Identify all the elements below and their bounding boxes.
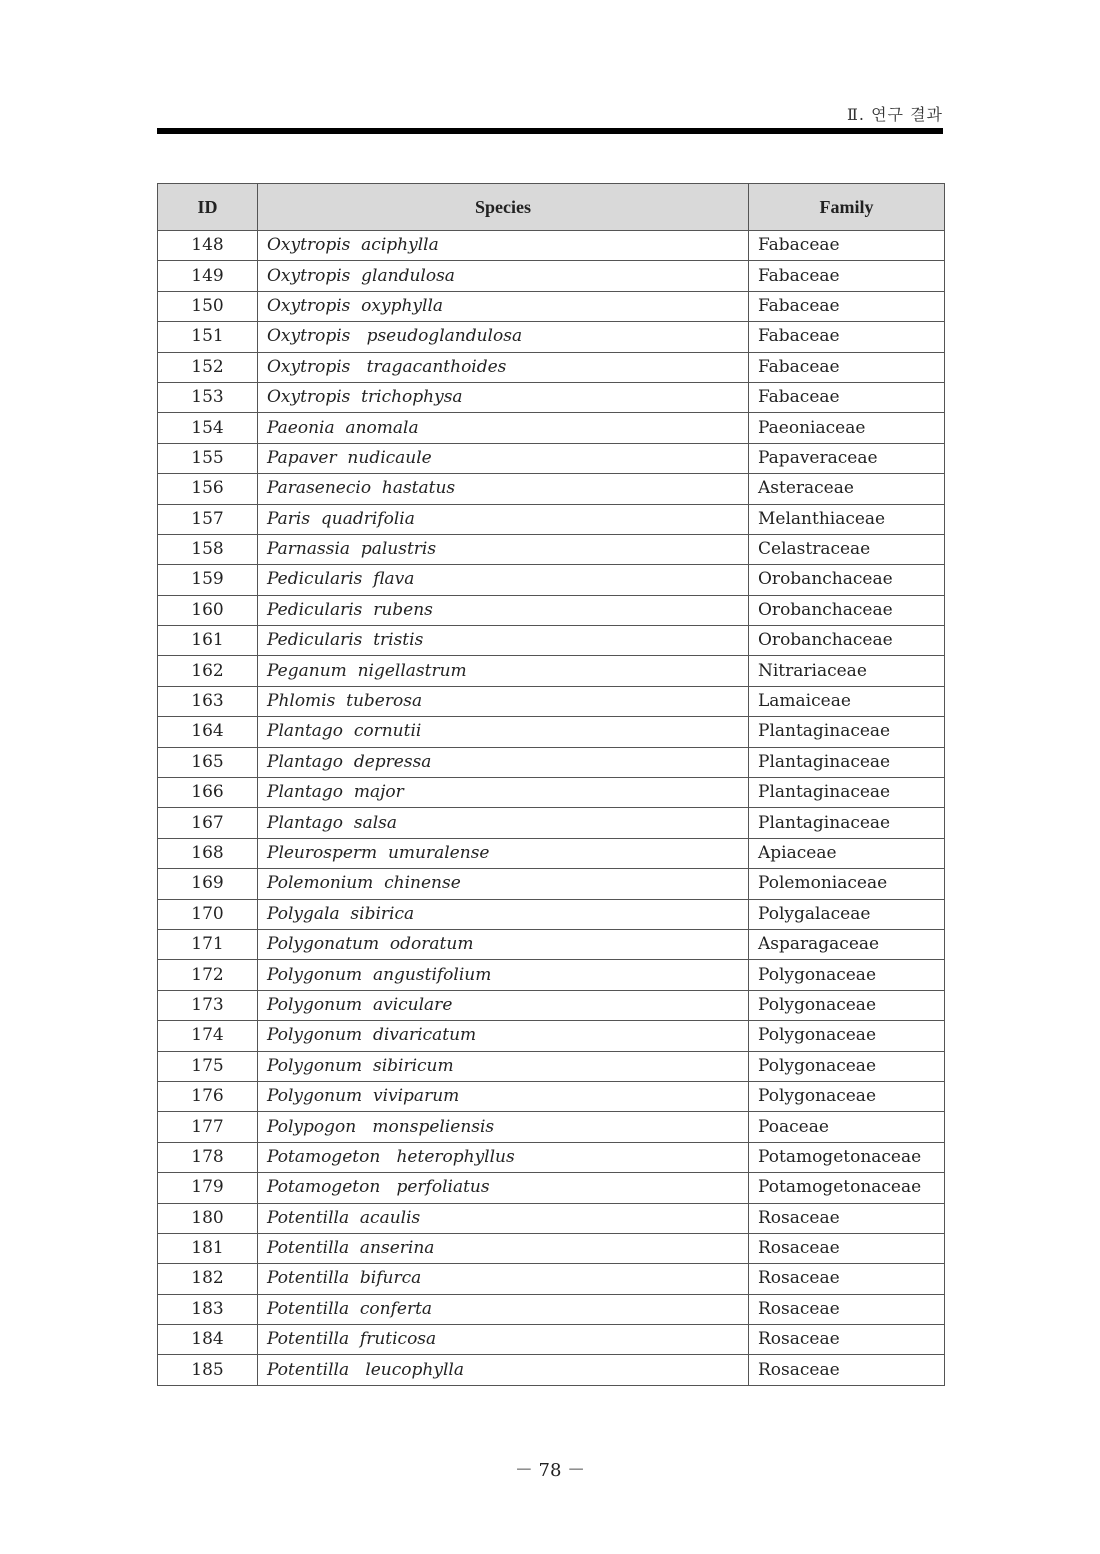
table-row bbox=[158, 1233, 945, 1263]
cell-species: Potamogeton perfoliatus bbox=[258, 1173, 749, 1203]
cell-id: 162 bbox=[158, 656, 258, 686]
table-row bbox=[158, 1264, 945, 1294]
cell-id: 167 bbox=[158, 808, 258, 838]
cell-family: Polygonaceae bbox=[749, 1021, 945, 1051]
cell-species: Parnassia palustris bbox=[258, 534, 749, 564]
cell-id: 157 bbox=[158, 504, 258, 534]
cell-species: Polypogon monspeliensis bbox=[258, 1112, 749, 1142]
cell-id: 166 bbox=[158, 778, 258, 808]
table-row bbox=[158, 869, 945, 899]
table-row bbox=[158, 443, 945, 473]
cell-family: Fabaceae bbox=[749, 322, 945, 352]
cell-family: Lamaiceae bbox=[749, 686, 945, 716]
cell-species: Paris quadrifolia bbox=[258, 504, 749, 534]
cell-species: Pedicularis tristis bbox=[258, 626, 749, 656]
cell-species: Oxytropis pseudoglandulosa bbox=[258, 322, 749, 352]
cell-id: 161 bbox=[158, 626, 258, 656]
cell-family: Fabaceae bbox=[749, 261, 945, 291]
cell-species: Potentilla conferta bbox=[258, 1294, 749, 1324]
cell-id: 177 bbox=[158, 1112, 258, 1142]
cell-family: Polygalaceae bbox=[749, 899, 945, 929]
cell-species: Polygonum aviculare bbox=[258, 990, 749, 1020]
table-row bbox=[158, 1021, 945, 1051]
table-row bbox=[158, 929, 945, 959]
cell-family: Fabaceae bbox=[749, 291, 945, 321]
table-row bbox=[158, 382, 945, 412]
cell-id: 151 bbox=[158, 322, 258, 352]
cell-family: Rosaceae bbox=[749, 1203, 945, 1233]
cell-id: 183 bbox=[158, 1294, 258, 1324]
table-row bbox=[158, 1081, 945, 1111]
cell-species: Plantago salsa bbox=[258, 808, 749, 838]
cell-family: Fabaceae bbox=[749, 382, 945, 412]
cell-family: Rosaceae bbox=[749, 1264, 945, 1294]
cell-species: Polygala sibirica bbox=[258, 899, 749, 929]
cell-id: 156 bbox=[158, 474, 258, 504]
cell-species: Polygonum sibiricum bbox=[258, 1051, 749, 1081]
table-row bbox=[158, 1203, 945, 1233]
table-row bbox=[158, 595, 945, 625]
cell-id: 159 bbox=[158, 565, 258, 595]
cell-family: Poaceae bbox=[749, 1112, 945, 1142]
cell-family: Paeoniaceae bbox=[749, 413, 945, 443]
cell-family: Fabaceae bbox=[749, 231, 945, 261]
table-row bbox=[158, 1112, 945, 1142]
cell-species: Potentilla leucophylla bbox=[258, 1355, 749, 1385]
cell-species: Oxytropis glandulosa bbox=[258, 261, 749, 291]
cell-family: Melanthiaceae bbox=[749, 504, 945, 534]
page-number: － 78 － bbox=[514, 1460, 586, 1481]
cell-family: Orobanchaceae bbox=[749, 565, 945, 595]
cell-species: Oxytropis trichophysa bbox=[258, 382, 749, 412]
cell-id: 180 bbox=[158, 1203, 258, 1233]
cell-species: Peganum nigellastrum bbox=[258, 656, 749, 686]
cell-id: 171 bbox=[158, 929, 258, 959]
cell-species: Papaver nudicaule bbox=[258, 443, 749, 473]
table-row bbox=[158, 413, 945, 443]
cell-family: Nitrariaceae bbox=[749, 656, 945, 686]
table-row bbox=[158, 474, 945, 504]
cell-id: 153 bbox=[158, 382, 258, 412]
table-row bbox=[158, 534, 945, 564]
column-header-id: ID bbox=[158, 184, 258, 231]
cell-family: Plantaginaceae bbox=[749, 717, 945, 747]
table-row bbox=[158, 352, 945, 382]
table-row bbox=[158, 717, 945, 747]
cell-id: 181 bbox=[158, 1233, 258, 1263]
table-row bbox=[158, 808, 945, 838]
cell-family: Polemoniaceae bbox=[749, 869, 945, 899]
table-row bbox=[158, 1294, 945, 1324]
cell-id: 152 bbox=[158, 352, 258, 382]
cell-id: 182 bbox=[158, 1264, 258, 1294]
cell-family: Asteraceae bbox=[749, 474, 945, 504]
cell-id: 149 bbox=[158, 261, 258, 291]
table-row bbox=[158, 747, 945, 777]
cell-species: Pedicularis flava bbox=[258, 565, 749, 595]
cell-id: 163 bbox=[158, 686, 258, 716]
cell-id: 173 bbox=[158, 990, 258, 1020]
table-row bbox=[158, 322, 945, 352]
cell-species: Paeonia anomala bbox=[258, 413, 749, 443]
cell-species: Polygonum viviparum bbox=[258, 1081, 749, 1111]
table-row bbox=[158, 1355, 945, 1385]
cell-species: Oxytropis oxyphylla bbox=[258, 291, 749, 321]
table-header-row bbox=[158, 184, 945, 231]
table-row bbox=[158, 1142, 945, 1172]
cell-species: Potentilla acaulis bbox=[258, 1203, 749, 1233]
species-table bbox=[157, 183, 945, 1386]
cell-family: Rosaceae bbox=[749, 1355, 945, 1385]
cell-id: 160 bbox=[158, 595, 258, 625]
table-row bbox=[158, 291, 945, 321]
table-row bbox=[158, 1325, 945, 1355]
cell-family: Orobanchaceae bbox=[749, 595, 945, 625]
cell-species: Plantago major bbox=[258, 778, 749, 808]
cell-family: Rosaceae bbox=[749, 1233, 945, 1263]
cell-id: 148 bbox=[158, 231, 258, 261]
cell-species: Potamogeton heterophyllus bbox=[258, 1142, 749, 1172]
section-header: Ⅱ. 연구 결과 bbox=[847, 105, 943, 124]
cell-family: Potamogetonaceae bbox=[749, 1173, 945, 1203]
table-row bbox=[158, 1051, 945, 1081]
cell-family: Celastraceae bbox=[749, 534, 945, 564]
cell-id: 178 bbox=[158, 1142, 258, 1172]
cell-family: Orobanchaceae bbox=[749, 626, 945, 656]
header-rule bbox=[157, 128, 943, 134]
cell-family: Plantaginaceae bbox=[749, 808, 945, 838]
cell-species: Polygonum angustifolium bbox=[258, 960, 749, 990]
cell-id: 168 bbox=[158, 838, 258, 868]
cell-family: Potamogetonaceae bbox=[749, 1142, 945, 1172]
cell-family: Asparagaceae bbox=[749, 929, 945, 959]
cell-species: Parasenecio hastatus bbox=[258, 474, 749, 504]
cell-id: 174 bbox=[158, 1021, 258, 1051]
cell-id: 158 bbox=[158, 534, 258, 564]
column-header-species: Species bbox=[258, 184, 749, 231]
cell-id: 179 bbox=[158, 1173, 258, 1203]
table-row bbox=[158, 261, 945, 291]
cell-family: Fabaceae bbox=[749, 352, 945, 382]
cell-family: Apiaceae bbox=[749, 838, 945, 868]
table-row bbox=[158, 990, 945, 1020]
cell-species: Plantago depressa bbox=[258, 747, 749, 777]
cell-family: Polygonaceae bbox=[749, 990, 945, 1020]
table-row bbox=[158, 899, 945, 929]
cell-id: 170 bbox=[158, 899, 258, 929]
cell-family: Rosaceae bbox=[749, 1325, 945, 1355]
cell-family: Plantaginaceae bbox=[749, 747, 945, 777]
cell-species: Polygonatum odoratum bbox=[258, 929, 749, 959]
table-row bbox=[158, 686, 945, 716]
column-header-family: Family bbox=[749, 184, 945, 231]
cell-species: Pleurosperm umuralense bbox=[258, 838, 749, 868]
table-row bbox=[158, 656, 945, 686]
cell-species: Phlomis tuberosa bbox=[258, 686, 749, 716]
cell-id: 164 bbox=[158, 717, 258, 747]
cell-id: 165 bbox=[158, 747, 258, 777]
cell-id: 169 bbox=[158, 869, 258, 899]
cell-species: Potentilla anserina bbox=[258, 1233, 749, 1263]
cell-species: Polemonium chinense bbox=[258, 869, 749, 899]
cell-id: 175 bbox=[158, 1051, 258, 1081]
table-row bbox=[158, 626, 945, 656]
table-row bbox=[158, 231, 945, 261]
cell-id: 150 bbox=[158, 291, 258, 321]
cell-species: Oxytropis tragacanthoides bbox=[258, 352, 749, 382]
cell-species: Oxytropis aciphylla bbox=[258, 231, 749, 261]
cell-species: Polygonum divaricatum bbox=[258, 1021, 749, 1051]
table-body bbox=[158, 231, 945, 1386]
cell-family: Plantaginaceae bbox=[749, 778, 945, 808]
table-row bbox=[158, 1173, 945, 1203]
cell-family: Rosaceae bbox=[749, 1294, 945, 1324]
table-row bbox=[158, 565, 945, 595]
cell-family: Papaveraceae bbox=[749, 443, 945, 473]
cell-family: Polygonaceae bbox=[749, 1051, 945, 1081]
cell-family: Polygonaceae bbox=[749, 960, 945, 990]
table-row bbox=[158, 778, 945, 808]
table-row bbox=[158, 960, 945, 990]
table-row bbox=[158, 838, 945, 868]
cell-id: 185 bbox=[158, 1355, 258, 1385]
cell-id: 172 bbox=[158, 960, 258, 990]
cell-id: 184 bbox=[158, 1325, 258, 1355]
cell-id: 154 bbox=[158, 413, 258, 443]
cell-species: Plantago cornutii bbox=[258, 717, 749, 747]
table-row bbox=[158, 504, 945, 534]
cell-id: 176 bbox=[158, 1081, 258, 1111]
cell-family: Polygonaceae bbox=[749, 1081, 945, 1111]
cell-species: Potentilla bifurca bbox=[258, 1264, 749, 1294]
cell-id: 155 bbox=[158, 443, 258, 473]
cell-species: Pedicularis rubens bbox=[258, 595, 749, 625]
cell-species: Potentilla fruticosa bbox=[258, 1325, 749, 1355]
